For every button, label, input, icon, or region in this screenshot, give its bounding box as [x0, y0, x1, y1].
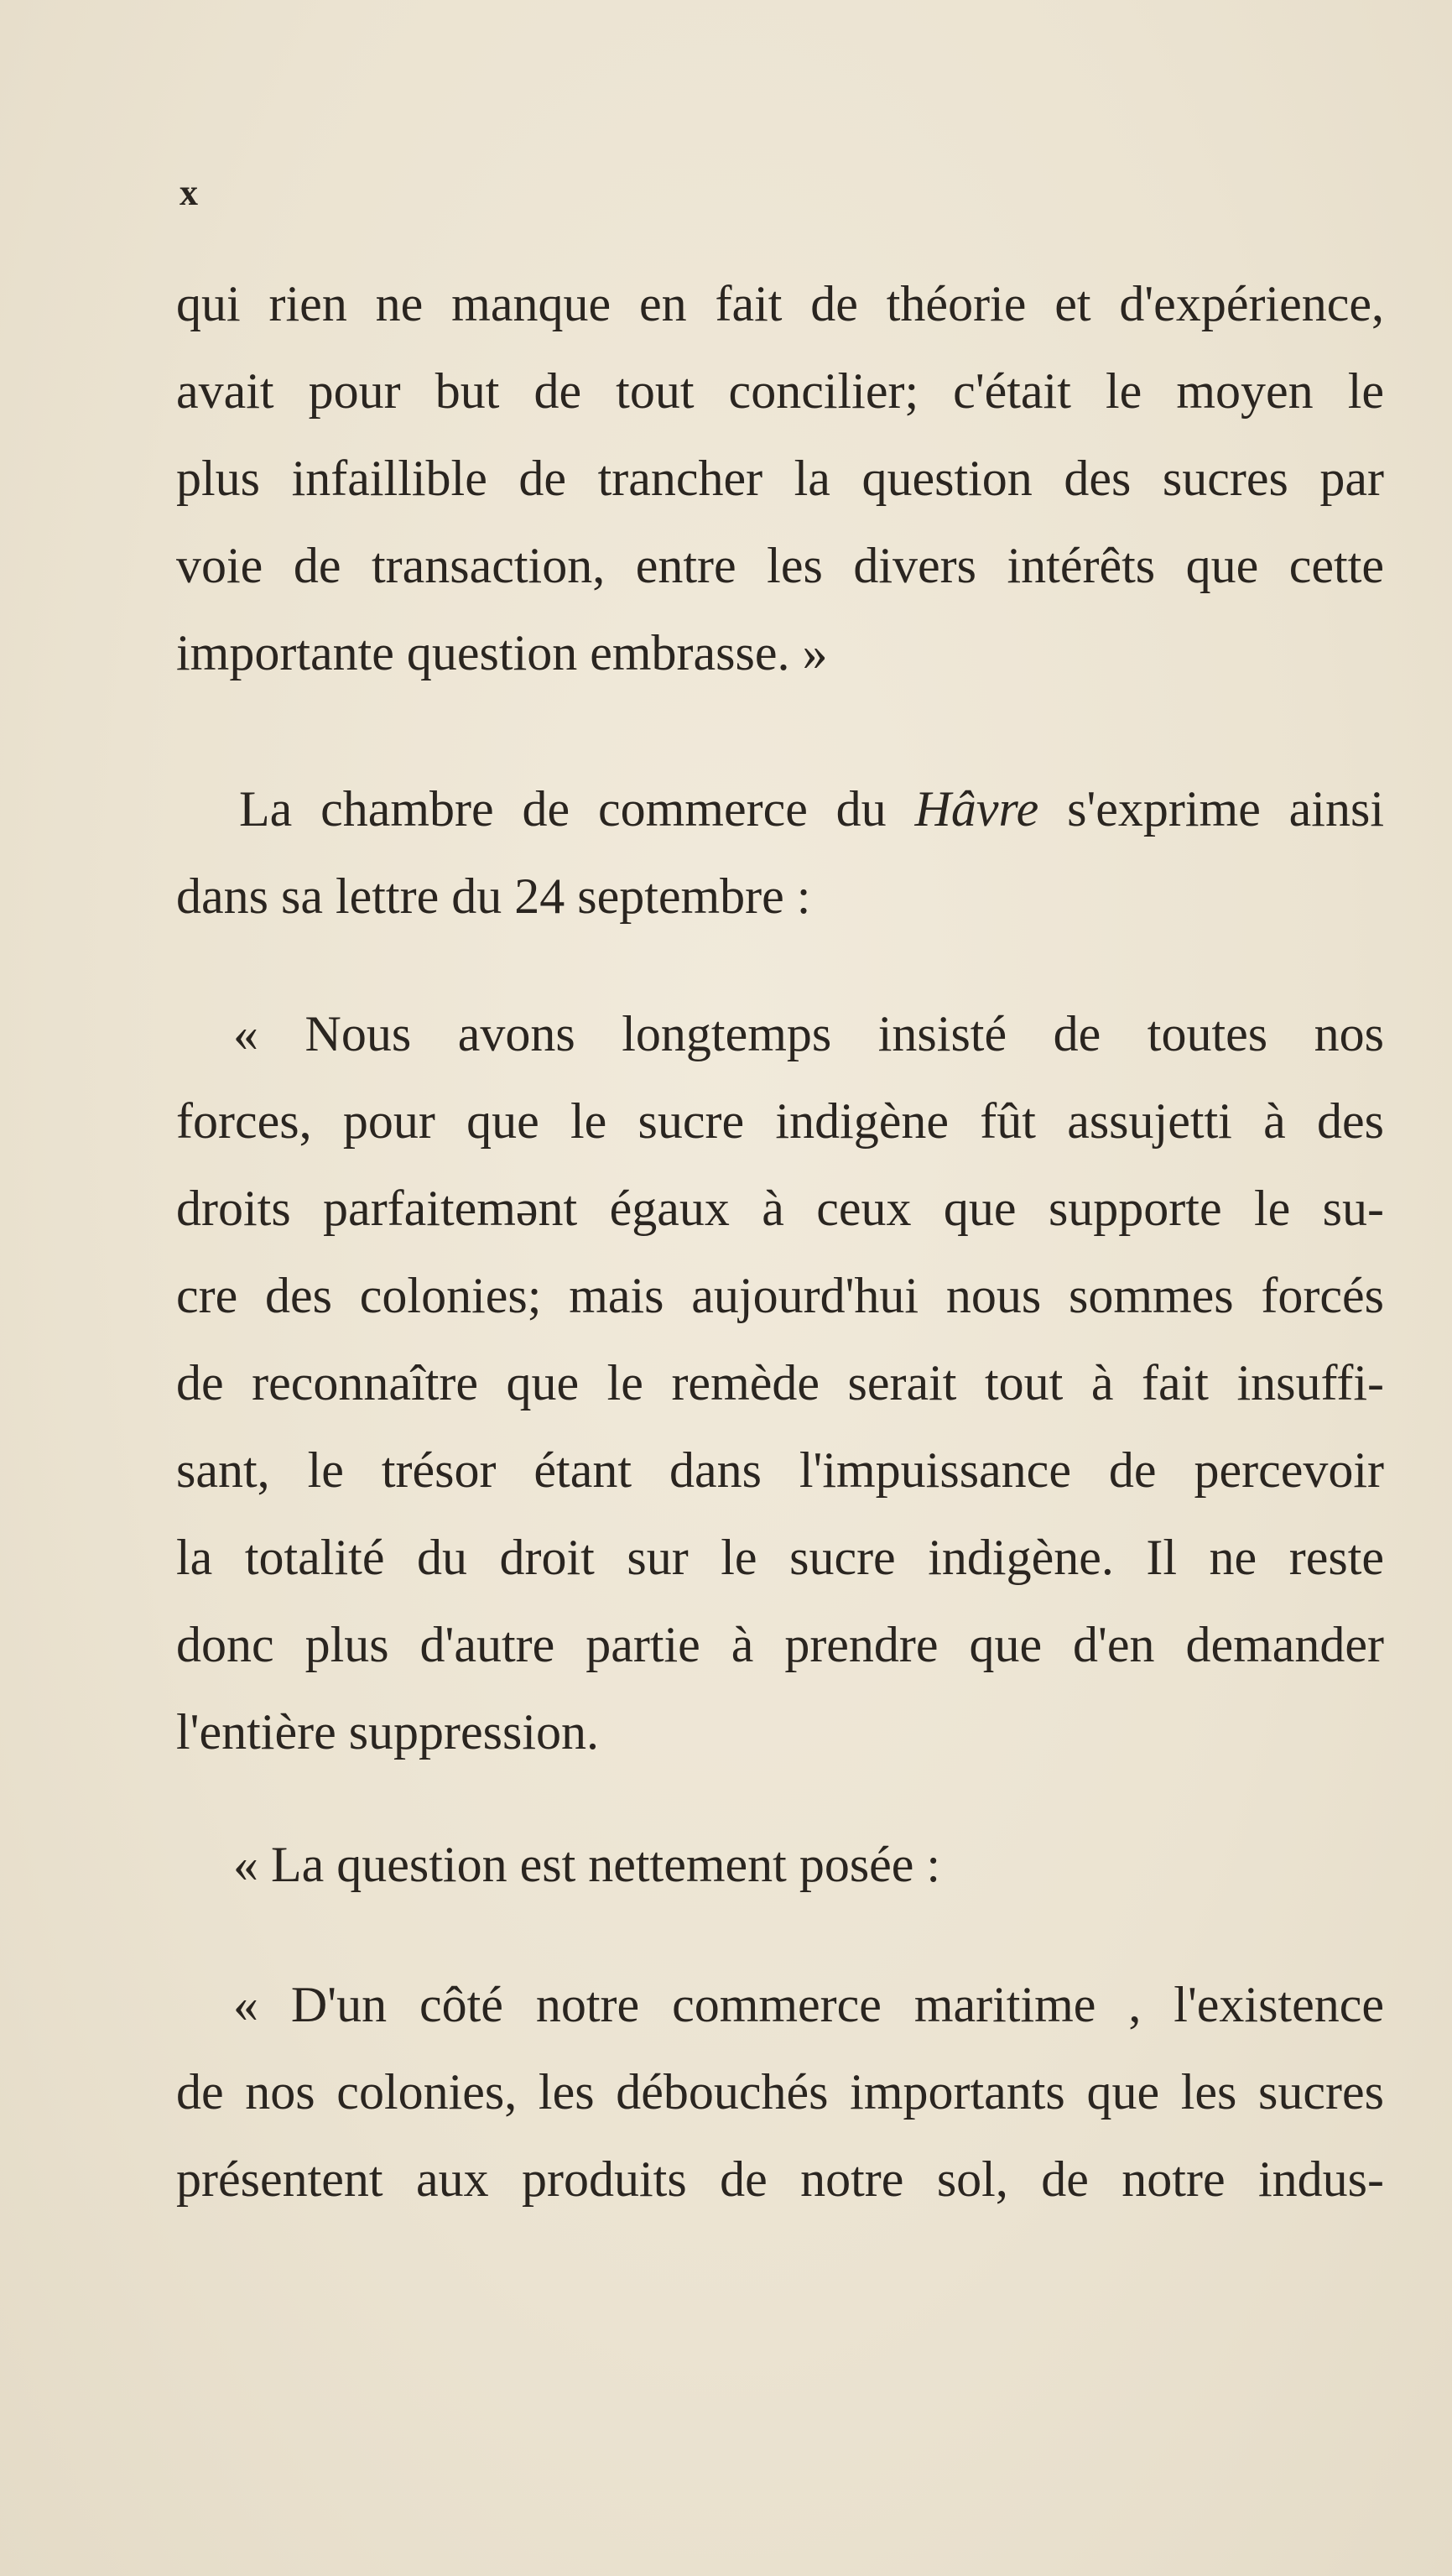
text-line: importante question embrasse. » — [176, 625, 828, 681]
place-name-havre: Hâvre — [914, 781, 1039, 837]
text-line — [176, 765, 1384, 853]
text-line: droits parfaitemənt égaux à ceux que supporte le su- — [176, 1181, 1384, 1236]
text-line: présentent aux produits de notre sol, de notre indus- — [176, 2151, 1384, 2207]
paragraph-quote-commerce — [176, 1961, 1384, 2223]
paragraph-havre-intro — [176, 765, 1384, 940]
text-line: avait pour but de tout concilier; c'était le moyen le — [176, 363, 1384, 419]
text-line: donc plus d'autre partie à prendre que d'en demander — [176, 1617, 1384, 1672]
text-line: forces, pour que le sucre indigène fût assujetti à des — [176, 1093, 1384, 1149]
text-line: dans sa lettre du 24 septembre : — [176, 868, 811, 924]
page-number: x — [180, 172, 196, 213]
paragraph-quote-nous-avons — [176, 990, 1384, 1776]
text-line: la totalité du droit sur le sucre indigène. Il ne reste — [176, 1530, 1384, 1585]
paragraph-quote-question — [176, 1821, 1384, 1908]
text-line: « Nous avons longtemps insisté de toutes nos — [233, 1006, 1384, 1061]
text-line: de reconnaître que le remède serait tout à fait insuffi- — [176, 1355, 1384, 1411]
text-line: « D'un côté notre commerce maritime , l'existence — [233, 1977, 1384, 2032]
text-line: de nos colonies, les débouchés importants que les sucres — [176, 2064, 1384, 2120]
text-line: plus infaillible de trancher la question des sucres par — [176, 451, 1384, 506]
text-line: qui rien ne manque en fait de théorie et d'expérience, — [176, 276, 1384, 331]
text-line: sant, le trésor étant dans l'impuissance de percevoir — [176, 1442, 1384, 1498]
text-segment: s'exprime ainsi — [1038, 781, 1384, 837]
text-line: cre des colonies; mais aujourd'hui nous sommes forcés — [176, 1268, 1384, 1323]
paragraph-conclusion — [176, 260, 1384, 696]
text-line: voie de transaction, entre les divers intérêts que cette — [176, 538, 1384, 593]
text-segment: La chambre de commerce du — [239, 781, 915, 837]
text-line: « La question est nettement posée : — [233, 1837, 941, 1892]
text-line: l'entière suppression. — [176, 1704, 600, 1760]
